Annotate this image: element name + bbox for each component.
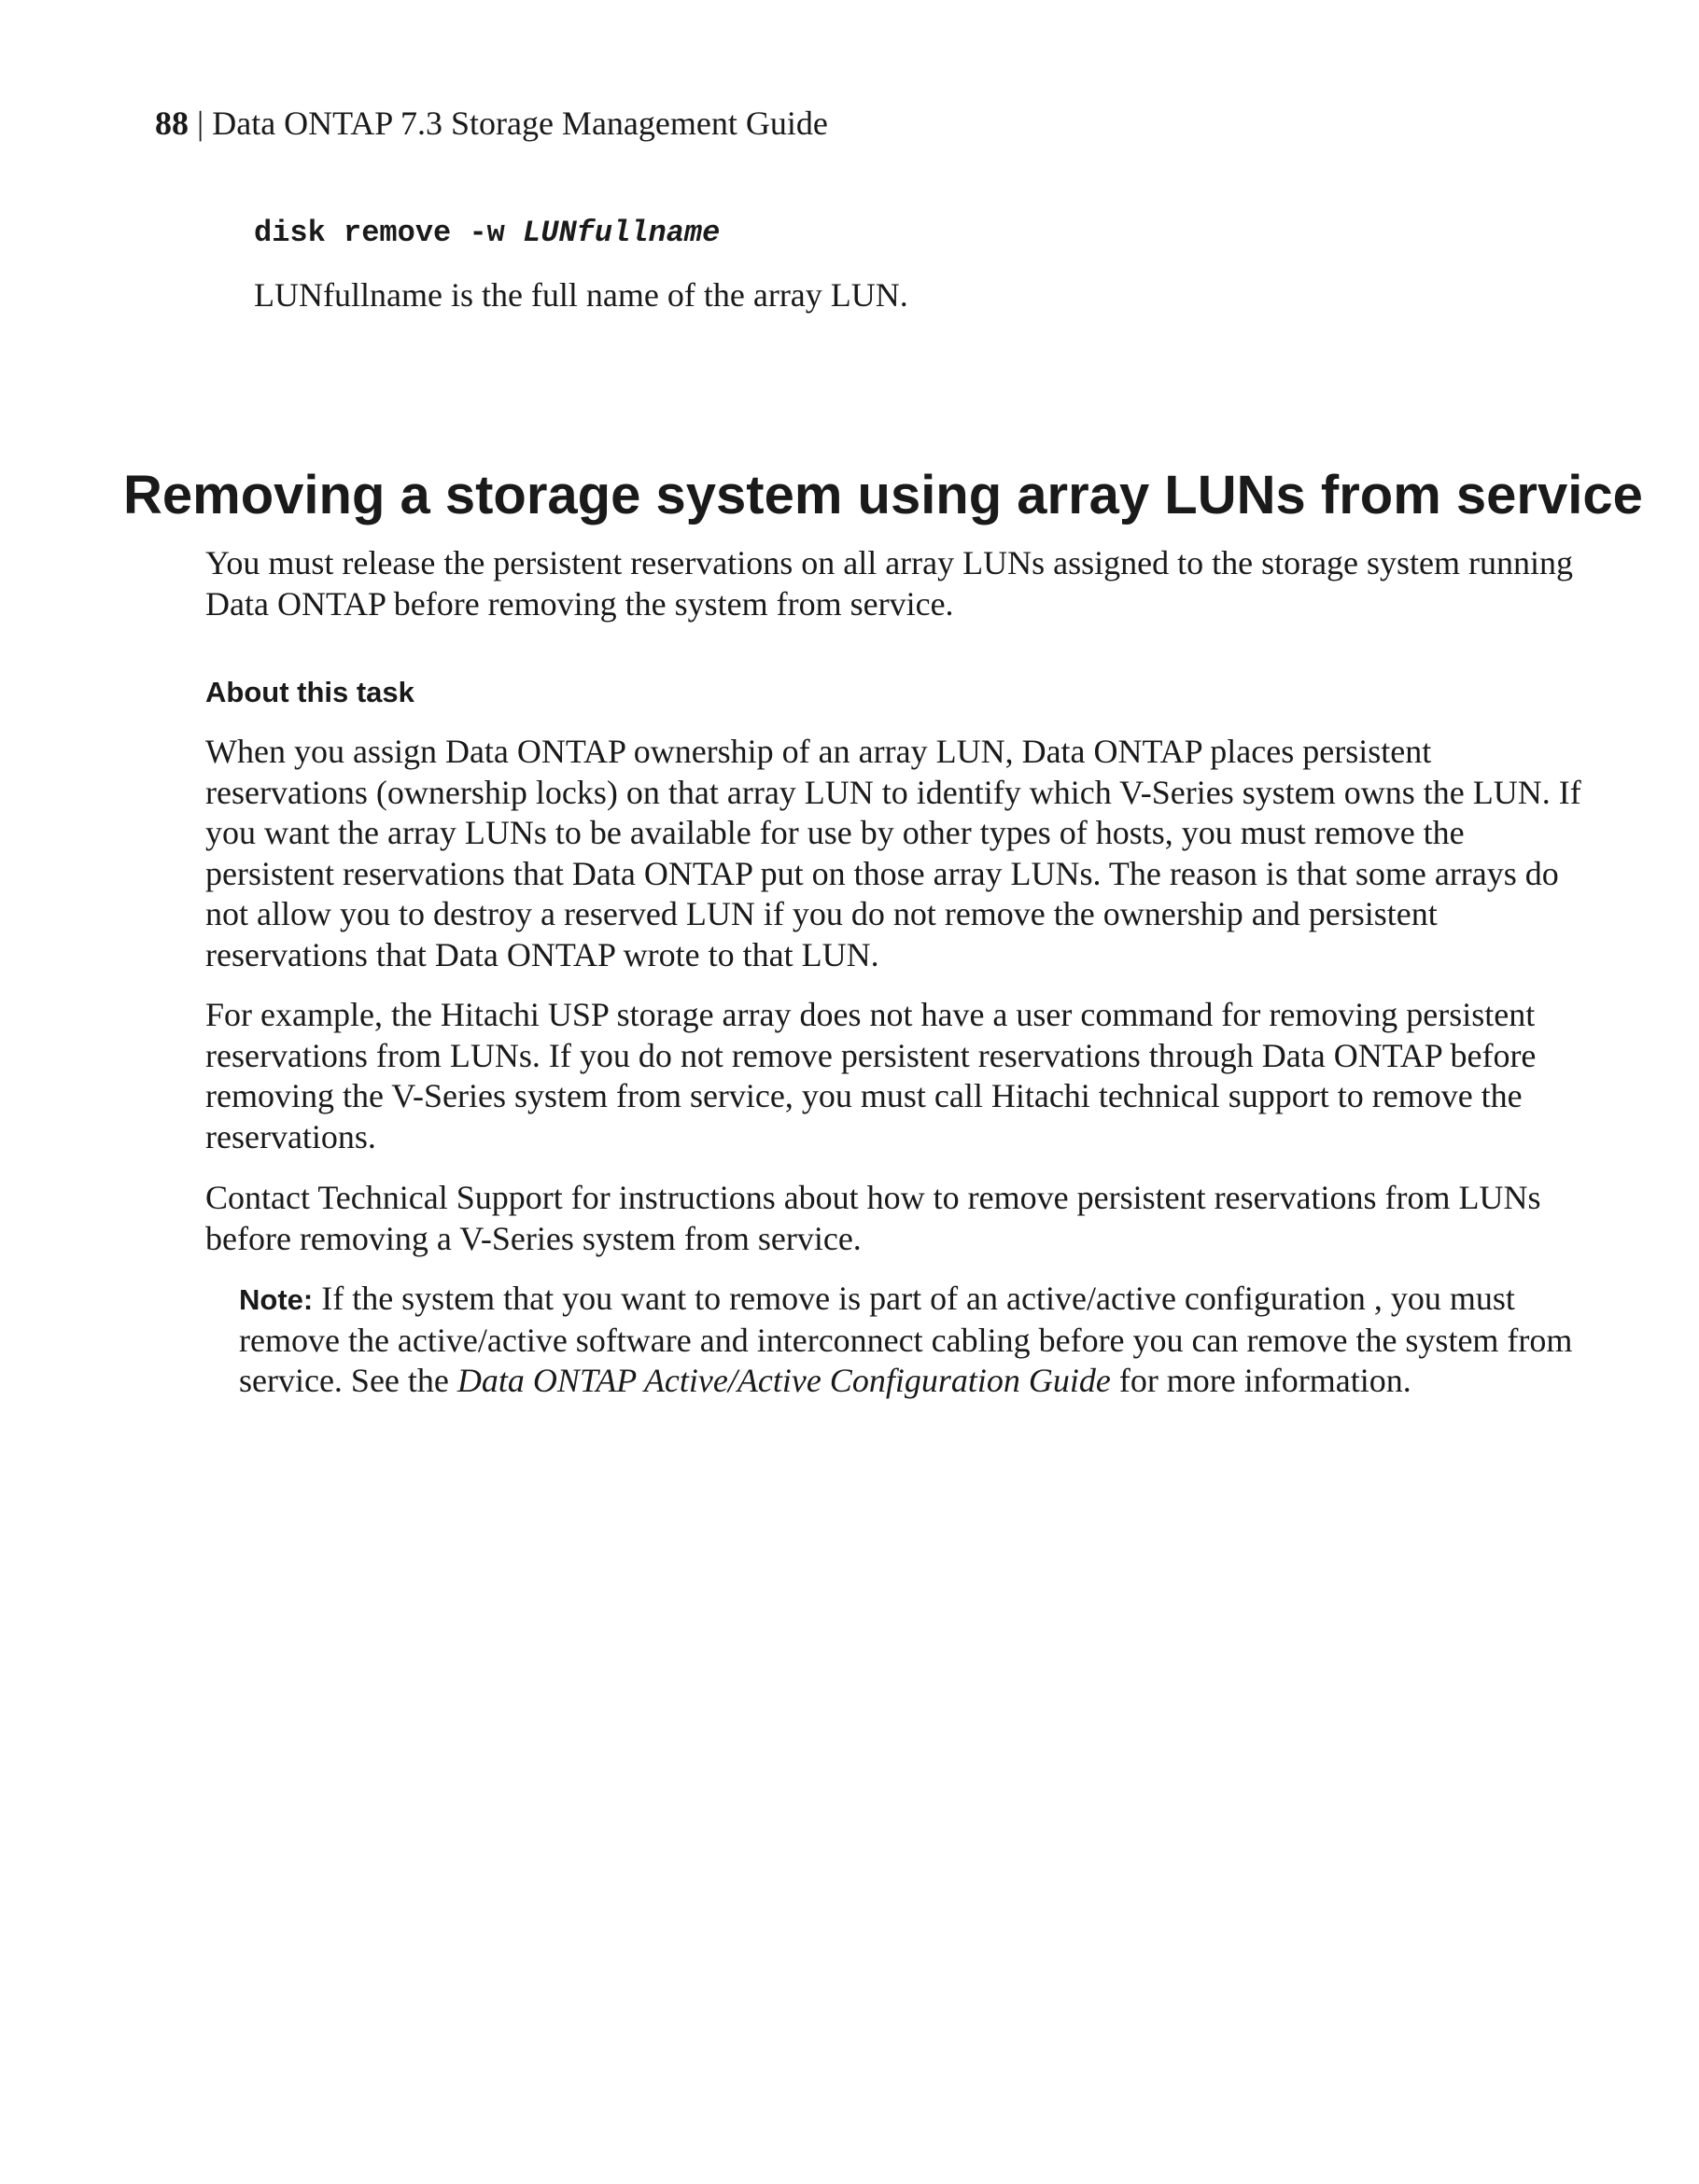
about-task-heading: About this task: [205, 676, 414, 708]
page-number: 88: [155, 105, 189, 142]
body-paragraph: When you assign Data ONTAP ownership of an array LUN, Data ONTAP places persistent reservations (ownership locks) on that array LUN to identify which V-Series system owns the LUN. If you want the array LUNs to be available for use by other types of hosts, you must remove the persistent reservations that Data ONTAP put on those array LUNs. The reason is that some arrays do not allow you to destroy a reserved LUN if you do not remove the ownership and persistent reservations that Data ONTAP wrote to that LUN.: [205, 733, 1581, 973]
page-header: [155, 101, 828, 146]
body-paragraph: For example, the Hitachi USP storage array does not have a user command for removing persistent reservations from LUNs. If you do not remove persistent reservations through Data ONTAP before removing the V-Series system from service, you must call Hitachi technical support to remove the reservations.: [205, 996, 1537, 1155]
note-guide-title: Data ONTAP Active/Active Configuration Guide: [456, 1362, 1111, 1399]
note-block: [239, 1279, 1602, 1402]
command-code: disk remove -w: [254, 216, 524, 250]
note-label: Note:: [239, 1283, 314, 1316]
book-title: Data ONTAP 7.3 Storage Management Guide: [212, 105, 828, 142]
command-argument: LUNfullname: [523, 216, 721, 250]
header-separator: |: [189, 105, 213, 142]
section-intro: You must release the persistent reservations on all array LUNs assigned to the storage system running Data ONTAP before removing the system from service.: [205, 544, 1574, 623]
note-text-after: for more information.: [1110, 1362, 1411, 1399]
section-title: Removing a storage system using array LUNs from service: [123, 465, 1643, 525]
command-syntax: [254, 215, 720, 252]
command-description: LUNfullname is the full name of the array LUN.: [254, 276, 908, 314]
note-text-before: If the system that you want to remove is part of an active/active configuration , you must remove the active/active software and interconnect cabling before you can remove the system from service. See the: [239, 1280, 1573, 1399]
body-paragraph: Contact Technical Support for instructions about how to remove persistent reservations from LUNs before removing a V-Series system from service.: [205, 1179, 1541, 1257]
